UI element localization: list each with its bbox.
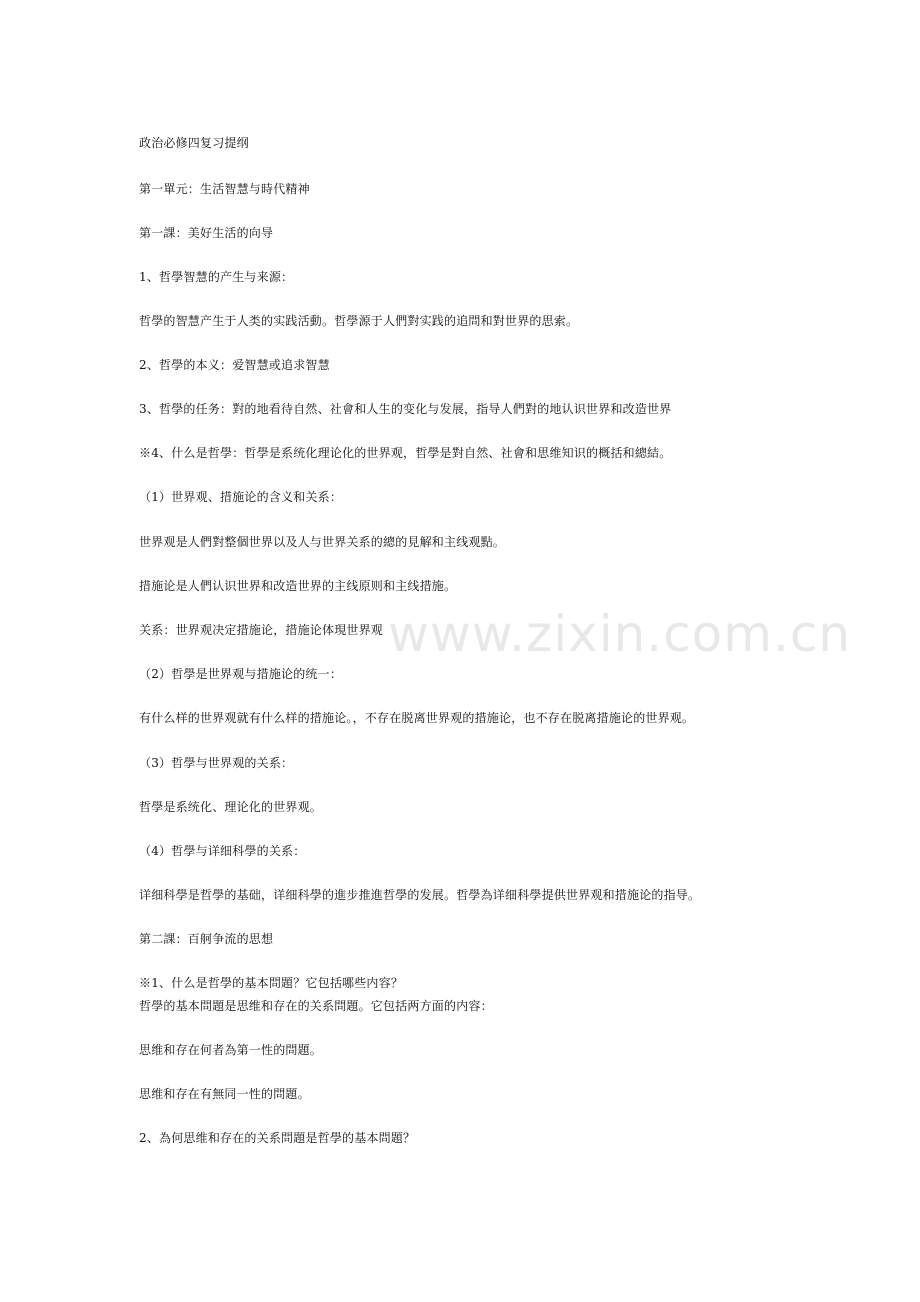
lesson-heading: 第一課：美好生活的向导 (139, 226, 274, 240)
text-line: （3）哲學与世界观的关系： (139, 756, 294, 770)
text-line: 有什么样的世界观就有什么样的措施论。，不存在脱离世界观的措施论，也不存在脱离措施论的世界观。 (139, 711, 695, 725)
text-line: 世界观是人們對整個世界以及人与世界关系的總的見解和主线观點。 (139, 535, 506, 549)
text-line: 哲學是系统化、理论化的世界观。 (139, 800, 323, 814)
lesson-heading: 第二課：百舸争流的思想 (139, 932, 274, 946)
text-line: 2、為何思维和存在的关系問題是哲學的基本問題？ (139, 1131, 416, 1145)
text-line: 思维和存在何者為第一性的問題。 (139, 1043, 323, 1057)
text-line: 1、哲學智慧的产生与来源： (139, 270, 294, 284)
document-title: 政治必修四复习提纲 (139, 136, 249, 150)
text-line: （1）世界观、措施论的含义和关系： (139, 490, 343, 504)
text-line: 详细科學是哲學的基础，详细科學的進步推進哲學的发展。哲學為详细科學提供世界观和措施论的指导。 (139, 888, 701, 902)
text-line: （4）哲學与详细科學的关系： (139, 844, 306, 858)
text-line: 哲學的基本問題是思维和存在的关系問題。它包括两方面的内容： (139, 999, 493, 1013)
text-line: 关系：世界观决定措施论，措施论体現世界观 (139, 623, 384, 637)
text-line: （2）哲學是世界观与措施论的统一： (139, 667, 343, 681)
text-line: 2、哲學的本义：爱智慧或追求智慧 (139, 358, 330, 372)
text-line: ※1、什么是哲學的基本問題？它包括哪些内容？ (139, 976, 404, 990)
text-line: 3、哲學的任务：對的地看待自然、社會和人生的变化与发展，指导人們對的地认识世界和改造世界 (139, 402, 672, 416)
text-line: ※4、什么是哲學：哲學是系统化理论化的世界观，哲學是對自然、社會和思维知识的概括和總結。 (139, 446, 672, 460)
text-line: 措施论是人們认识世界和改造世界的主线原则和主线措施。 (139, 579, 457, 593)
text-line: 思维和存在有無同一性的問題。 (139, 1087, 310, 1101)
unit-heading: 第一單元：生活智慧与時代精神 (139, 182, 310, 196)
text-line: 哲學的智慧产生于人类的实践活動。哲學源于人們對实践的追問和對世界的思索。 (139, 314, 579, 328)
watermark: www.zixin.com.cn (388, 605, 852, 663)
